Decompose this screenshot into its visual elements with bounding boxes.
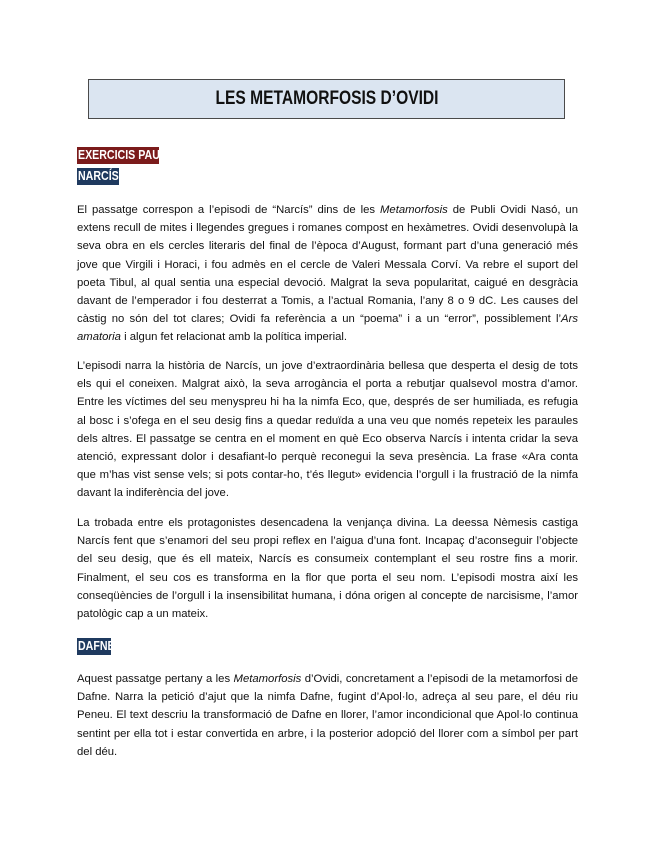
- paragraph-dafne: [77, 670, 578, 761]
- section-tag-exercicis-label: EXERCICIS PAU: [78, 148, 160, 162]
- text-run: Aquest passatge pertany a les: [77, 673, 234, 685]
- section-tag-dafne-label: DAFNE: [78, 639, 115, 653]
- page-title-box: [88, 79, 565, 119]
- paragraph-narcis-story: L’episodi narra la història de Narcís, un jove d’extraordinària bellesa que desperta el desig de tots els qui el coneixen. Malgrat això, la seva arrogància el porta a rebutjar qualsevol mostra d’amor. Entre les víctimes del seu menyspreu hi ha la nimfa Eco, que, després de ser humiliada, es refugia al bosc i s’ofega en el seu desig fins a quedar reduïda a una veu que només repeteix les paraules dels altres. El passatge se centra en el moment en què Eco observa Narcís i intenta cridar la seva atenció, expressant dolor i desafiant-lo perquè reconegui la seva presència. La frase «Ara conta que m’has vist sense vels; si pots contar-ho, t’és llegut» evidencia l’orgull i la frustració de la nimfa davant la indiferència del jove.: [77, 360, 578, 500]
- section-tag-exercicis: [77, 147, 159, 164]
- text-run: El passatge correspon a l’episodi de “Narcís” dins de les: [77, 204, 381, 216]
- work-title: Metamorfosis: [380, 204, 448, 216]
- paragraph-narcis-outcome: La trobada entre els protagonistes desencadena la venjança divina. La deessa Nèmesis castiga Narcís fent que s’enamori del seu propi reflex en l’aigua d’una font. Incapaç d’aconseguir l’objecte del seu desig, que és ell mateix, Narcís es consumeix contemplant el seu rostre fins a morir. Finalment, el seu cos es transforma en la flor que porta el seu nom. L’episodi mostra així les conseqüències de l’orgull i la insensibilitat humana, i dóna origen al concepte de narcisisme, l’amor patològic cap a un mateix.: [77, 517, 578, 621]
- section-tag-dafne: [77, 638, 115, 655]
- text-run: de Publi Ovidi Nasó, un extens recull de mites i llegendes gregues i romanes compost en hexàmetres. Ovidi desenvolupà la seva obra en els cercles literaris del final de l’època d’August, formant part d’una generació més jove que Virgili i Horaci, i fou admès en el cercle de Valeri Messala Corví. Va rebre el suport del poeta Tibul, al qual sentia una especial devoció. Malgrat la seva popularitat, caigué en desgràcia davant de l’emperador i fou desterrat a Tomis, a l’actual Romania, l’any 8 o 9 dC. Les causes del càstig no són del tot clares; Ovidi fa referència a un “poema” i a un “error”, possiblement l’: [77, 204, 578, 326]
- section-tag-narcis: [77, 168, 119, 185]
- text-run: i algun fet relacionat amb la política imperial.: [120, 331, 348, 344]
- text-run: d’Ovidi, concretament a l’episodi de la metamorfosi de Dafne. Narra la petició d’ajut que la nimfa Dafne, fugint d’Apol·lo, adreça al seu pare, el déu riu Peneu. El text descriu la transformació de Dafne en llorer, l’amor incondicional que Apol·lo continua sentint per ella tot i estar convertida en arbre, i la posterior adopció del llorer com a símbol per part del déu.: [77, 673, 578, 758]
- work-title: Metamorfosis: [233, 673, 302, 685]
- paragraph-narcis-intro: [77, 201, 578, 347]
- page-title: LES METAMORFOSIS D’OVIDI: [214, 88, 439, 109]
- work-title: Ars amatoria: [77, 313, 578, 344]
- section-tag-narcis-label: NARCÍS: [78, 169, 119, 183]
